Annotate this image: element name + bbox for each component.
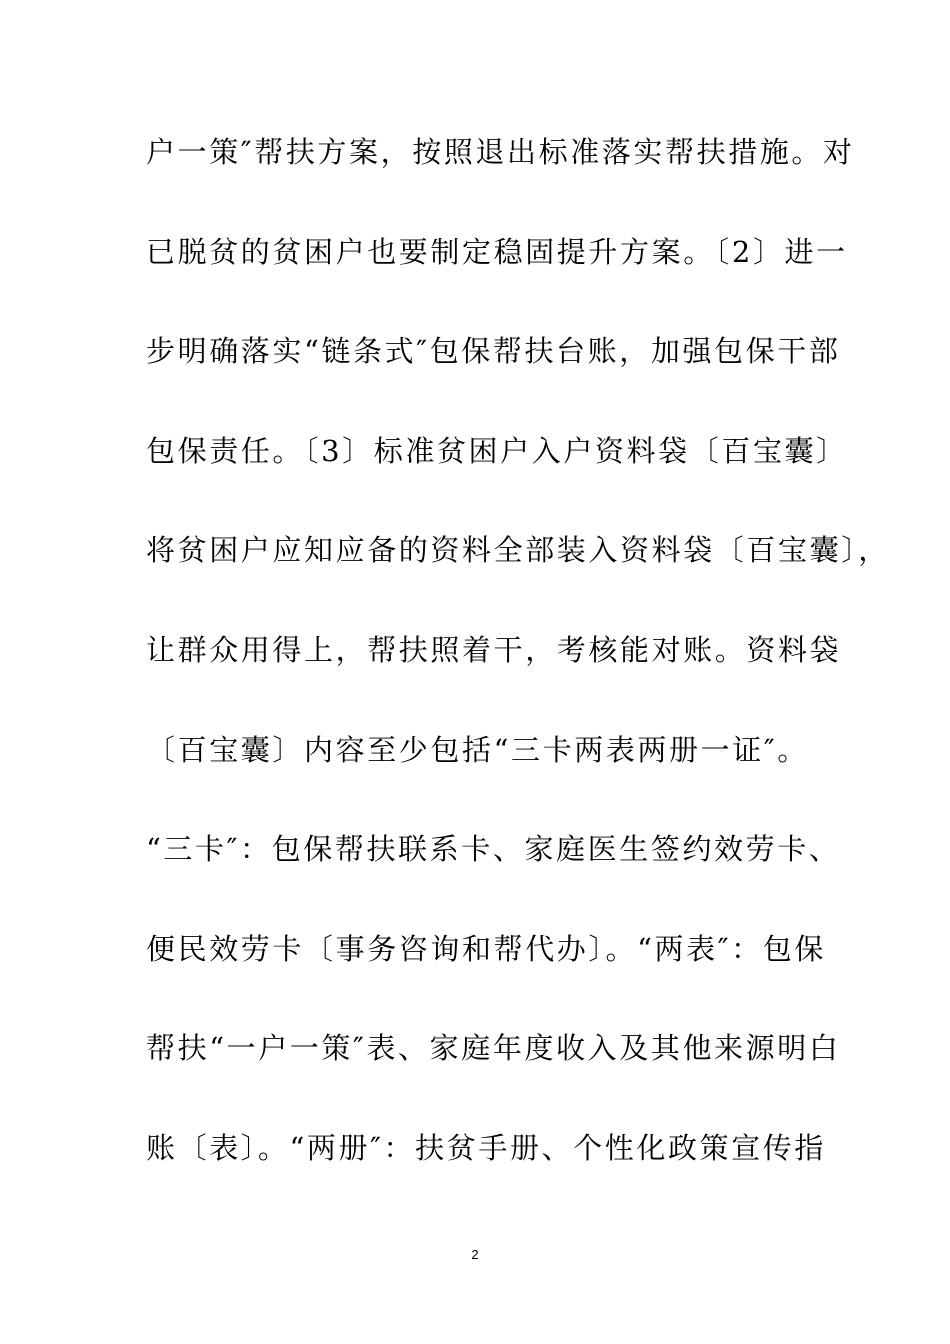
text-line: 已脱贫的贫困户也要制定稳固提升方案。〔2〕进一 bbox=[146, 234, 848, 269]
text-line: 让群众用得上，帮扶照着干，考核能对账。资料袋 bbox=[146, 632, 842, 667]
text-line: 帮扶“一户一策″表、家庭年度收入及其他来源明白 bbox=[146, 1031, 841, 1066]
text-line: 账〔表〕。“两册″：扶贫手册、个性化政策宣传指 bbox=[146, 1130, 826, 1165]
text-line: 将贫困户应知应备的资料全部装入资料袋〔百宝囊〕， bbox=[146, 533, 890, 568]
text-line: 包保责任。〔3〕标准贫困户入户资料袋〔百宝囊〕 bbox=[146, 433, 848, 468]
text-line: 便民效劳卡〔事务咨询和帮代办〕。“两表″：包保 bbox=[146, 931, 826, 966]
text-line: 〔百宝囊〕内容至少包括“三卡两表两册一证″。 bbox=[146, 732, 809, 767]
body-text bbox=[146, 120, 890, 1216]
page-number: 2 bbox=[471, 1247, 479, 1262]
text-line: 步明确落实“链条式″包保帮扶台账，加强包保干部 bbox=[146, 334, 841, 369]
text-line: 户一策″帮扶方案，按照退出标准落实帮扶措施。对 bbox=[146, 135, 855, 169]
text-line: “三卡″：包保帮扶联系卡、家庭医生签约效劳卡、 bbox=[146, 832, 841, 867]
